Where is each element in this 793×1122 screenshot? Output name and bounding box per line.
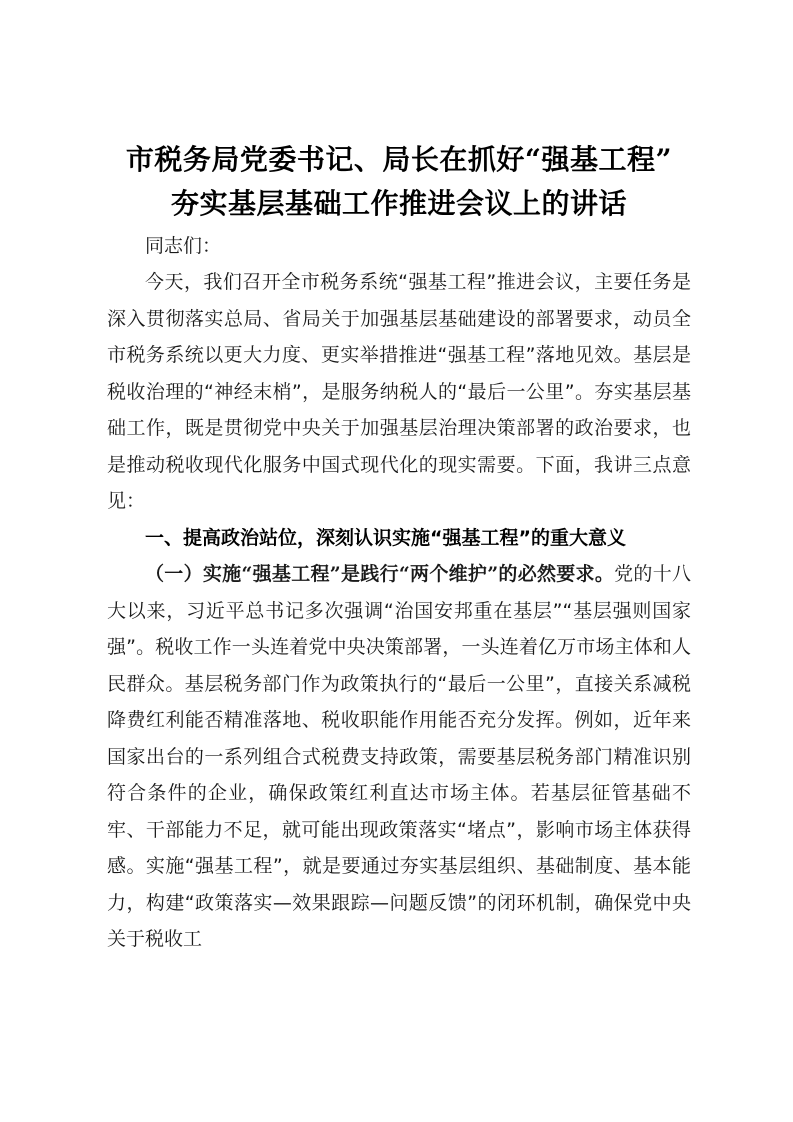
document-body — [107, 138, 691, 958]
subsection-1-paragraph — [107, 556, 691, 958]
subsection-1-body: 党的十八大以来，习近平总书记多次强调“治国安邦重在基层”“基层强则国家强”。税收工作一头连着党中央决策部署，一头连着亿万市场主体和人民群众。基层税务部门作为政策执行的“最后一公里”，直接关系减税降费红利能否精准落地、税收职能作用能否充分发挥。例如，近年来国家出台的一系列组合式税费支持政策，需要基层税务部门精准识别符合条件的企业，确保政策红利直达市场主体。若基层征管基础不牢、干部能力不足，就可能出现政策落实“堵点”，影响市场主体获得感。实施“强基工程”，就是要通过夯实基层组织、基础制度、基本能力，构建“政策落实—效果跟踪—问题反馈”的闭环机制，确保党中央关于税收工 — [107, 563, 691, 950]
subsection-1-heading: （一）实施“强基工程”是践行“两个维护”的必然要求。 — [145, 563, 615, 585]
section-1-heading: 一、提高政治站位，深刻认识实施“强基工程”的重大意义 — [145, 526, 626, 549]
intro-paragraph: 今天，我们召开全市税务系统“强基工程”推进会议，主要任务是深入贯彻落实总局、省局关于加强基层基础建设的部署要求，动员全市税务系统以更大力度、更实举措推进“强基工程”落地见效。基层是税收治理的“神经末梢”，是服务纳税人的“最后一公里”。夯实基层基础工作，既是贯彻党中央关于加强基层治理决策部署的政治要求，也是推动税收现代化服务中国式现代化的现实需要。下面，我讲三点意见： — [107, 271, 691, 512]
document-title-line-2: 夯实基层基础工作推进会议上的讲话 — [170, 187, 627, 220]
document-title-line-1: 市税务局党委书记、局长在抓好“强基工程” — [125, 143, 673, 176]
salutation: 同志们： — [145, 235, 222, 257]
